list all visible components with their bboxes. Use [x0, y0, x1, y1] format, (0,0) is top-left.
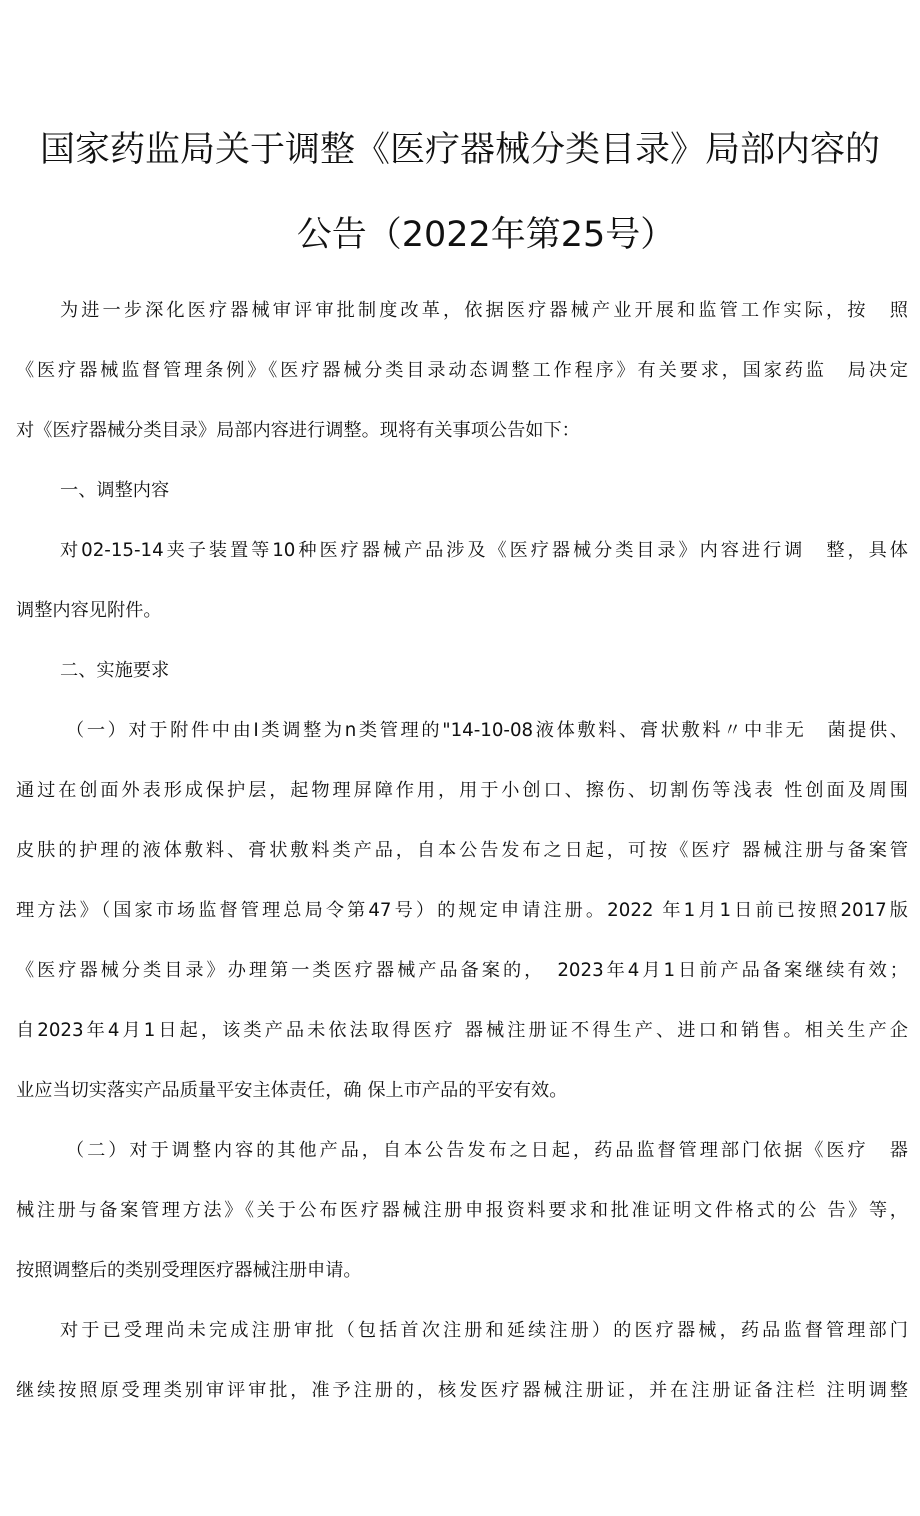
section-heading: 一、调整内容 — [60, 480, 170, 501]
paragraph-line: 按照调整后的类别受理医疗器械注册申请。 — [16, 1260, 362, 1281]
paragraph-line: 调整内容见附件。 — [16, 600, 162, 621]
paragraph-line: 理方法》（国家市场监督管理总局令第47号）的规定申请注册。2022 年1月1日前已按照2017版 — [16, 900, 908, 921]
paragraph-line: 为进一步深化医疗器械审评审批制度改革，依据医疗器械产业开展和监管工作实际，按 照 — [60, 300, 908, 321]
paragraph-line: 通过在创面外表形成保护层，起物理屏障作用，用于小创口、擦伤、切割伤等浅表 性创面及周围 — [16, 780, 908, 801]
document-title-line-2: 公告（2022年第25号） — [296, 215, 676, 255]
paragraph-line: 继续按照原受理类别审评审批，准予注册的，核发医疗器械注册证，并在注册证备注栏 注明调整 — [16, 1380, 908, 1401]
paragraph-line: 械注册与备案管理方法》《关于公布医疗器械注册申报资料要求和批准证明文件格式的公 告》等， — [16, 1200, 908, 1221]
document-title-line-1: 国家药监局关于调整《医疗器械分类目录》局部内容的 — [39, 130, 880, 170]
paragraph-line: 业应当切实落实产品质量平安主体责任，确 保上市产品的平安有效。 — [16, 1080, 568, 1101]
section-heading: 二、实施要求 — [60, 660, 170, 681]
paragraph-line: 对02-15-14夹子装置等10种医疗器械产品涉及《医疗器械分类目录》内容进行调 整，具体 — [60, 540, 908, 561]
paragraph-line: 自2023年4月1日起，该类产品未依法取得医疗 器械注册证不得生产、进口和销售。相关生产企 — [16, 1020, 908, 1041]
paragraph-line: 《医疗器械分类目录》办理第一类医疗器械产品备案的， 2023年4月1日前产品备案继续有效； — [16, 960, 908, 981]
document-body — [16, 290, 908, 1430]
paragraph-line: 对于已受理尚未完成注册审批（包括首次注册和延续注册）的医疗器械，药品监督管理部门 — [60, 1320, 908, 1341]
paragraph-line: （二）对于调整内容的其他产品，自本公告发布之日起，药品监督管理部门依据《医疗 器 — [66, 1140, 908, 1161]
paragraph-line: （一）对于附件中由I类调整为n类管理的"14-10-08液体敷料、膏状敷料〃中非无 菌提供、 — [66, 720, 908, 741]
paragraph-line: 对《医疗器械分类目录》局部内容进行调整。现将有关事项公告如下： — [16, 420, 580, 441]
paragraph-line: 皮肤的护理的液体敷料、膏状敷料类产品，自本公告发布之日起，可按《医疗 器械注册与备案管 — [16, 840, 908, 861]
paragraph-line: 《医疗器械监督管理条例》《医疗器械分类目录动态调整工作程序》有关要求，国家药监 局决定 — [16, 360, 908, 381]
